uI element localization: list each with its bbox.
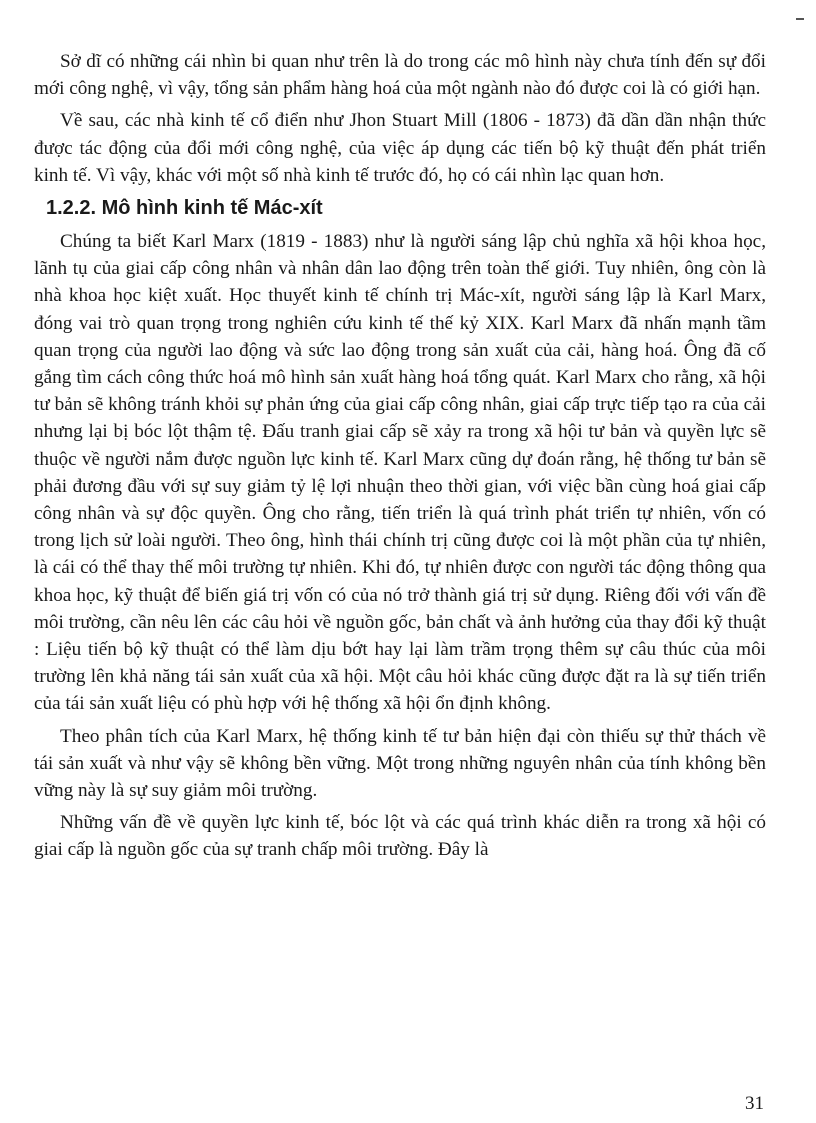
paragraph-karl-marx: Chúng ta biết Karl Marx (1819 - 1883) như là người sáng lập chủ nghĩa xã hội khoa học, lãnh tụ của giai cấp công nhân và nhân dân lao động trên toàn thế giới. Tuy nhiên, ông còn là nhà khoa học kiệt xuất. Học thuyết kinh tế chính trị Mác-xít, người sáng lập là Karl Marx, đóng vai trò quan trọng trong nghiên cứu kinh tế thế kỷ XIX. Karl Marx đã nhấn mạnh tầm quan trọng của người lao động và sức lao động trong sản xuất của cải, hàng hoá. Ông đã cố gắng tìm cách công thức hoá mô hình sản xuất hàng hoá tổng quát. Karl Marx cho rằng, xã hội tư bản sẽ không tránh khỏi sự phản ứng của giai cấp công nhân, giai cấp trực tiếp tạo ra của cải nhưng lại bị bóc lột thậm tệ. Đấu tranh giai cấp sẽ xảy ra trong xã hội tư bản và quyền lực sẽ thuộc về người nắm được nguồn lực kinh tế. Karl Marx cũng dự đoán rằng, hệ thống tư bản sẽ phải đương đầu với sự suy giảm tỷ lệ lợi nhuận theo thời gian, với việc bần cùng hoá giai cấp công nhân và sự độc quyền. Ông cho rằng, tiến triển là quá trình phát triển tự nhiên, vốn có trong lịch sử loài người. Theo ông, hình thái chính trị cũng được coi là một phần của tự nhiên, là cái có thể thay thế môi trường tự nhiên. Khi đó, tự nhiên được con người tác động thông qua khoa học, kỹ thuật để biến giá trị vốn có của nó trở thành giá trị sử dụng. Riêng đối với vấn đề môi trường, cần nêu lên các câu hỏi về nguồn gốc, bản chất và ảnh hưởng của thay đổi kỹ thuật : Liệu tiến bộ kỹ thuật có thể làm dịu bớt hay lại làm trầm trọng thêm sự câu thúc của môi trường lên khả năng tái sản xuất của xã hội. Một câu hỏi khác cũng được đặt ra là sự tiến triển của tái sản xuất liệu có phù hợp với hệ thống xã hội ổn định không. [34,231,766,715]
page-body [34,48,766,869]
scan-edge-mark [796,18,804,20]
paragraph-capitalist-system: Theo phân tích của Karl Marx, hệ thống kinh tế tư bản hiện đại còn thiếu sự thử thách về tái sản xuất và như vậy sẽ không bền vững. Một trong những nguyên nhân của tính không bền vững này là sự suy giảm môi trường. [34,725,766,802]
section-heading: 1.2.2. Mô hình kinh tế Mác-xít [46,197,323,220]
page-number: 31 [745,1093,764,1114]
paragraph-economic-power: Những vấn đề về quyền lực kinh tế, bóc lột và các quá trình khác diễn ra trong xã hội có giai cấp là nguồn gốc của sự tranh chấp môi trường. Đây là [34,812,766,861]
paragraph-classical-economists: Về sau, các nhà kinh tế cổ điển như Jhon Stuart Mill (1806 - 1873) đã dần dần nhận thức được tác động của đổi mới công nghệ, của việc áp dụng các tiến bộ kỹ thuật đến phát triển kinh tế. Vì vậy, khác với một số nhà kinh tế trước đó, họ có cái nhìn lạc quan hơn. [34,110,766,186]
paragraph-pessimism: Sở dĩ có những cái nhìn bi quan như trên là do trong các mô hình này chưa tính đến sự đổi mới công nghệ, vì vậy, tổng sản phẩm hàng hoá của một ngành nào đó được coi là có giới hạn. [34,51,766,100]
